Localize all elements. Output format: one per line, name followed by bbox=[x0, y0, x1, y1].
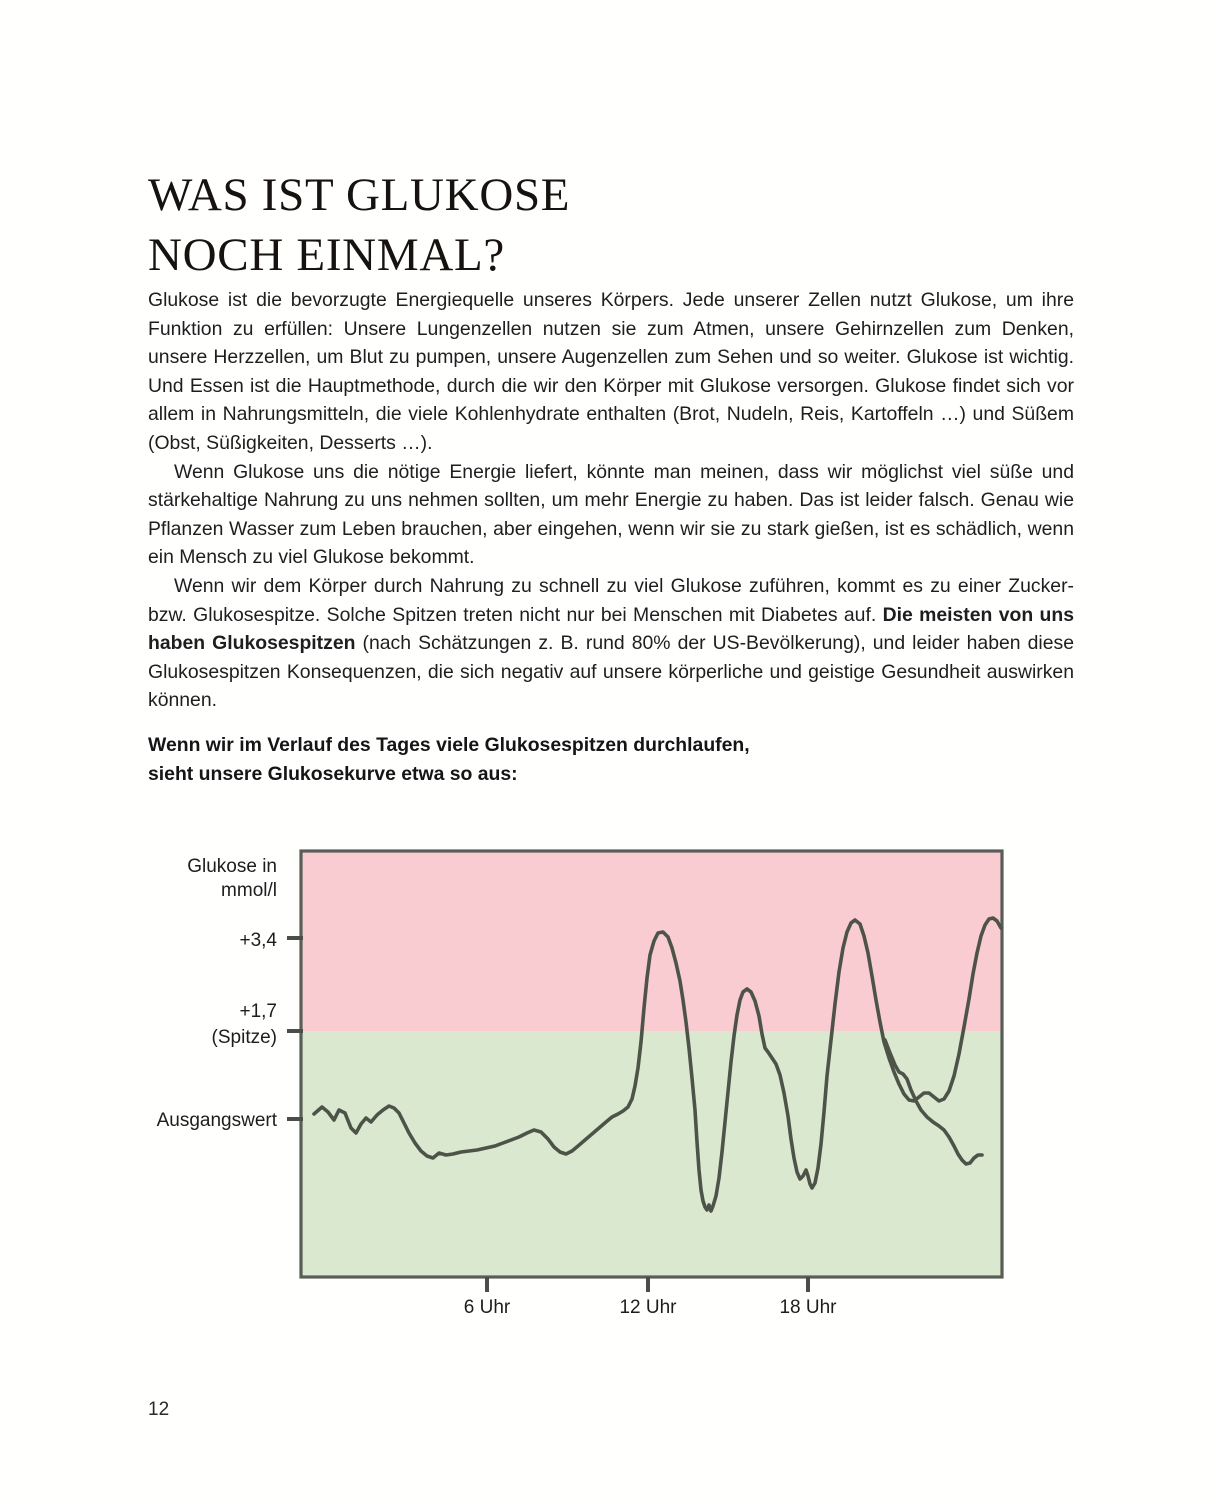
y-tick-label-mid-value: +1,7 bbox=[239, 1001, 277, 1022]
page-title bbox=[148, 166, 1048, 285]
page-title-line-1: WAS IST GLUKOSE bbox=[148, 169, 571, 222]
y-tick-label-mid-note: (Spitze) bbox=[211, 1027, 277, 1048]
chart-lead-in-line-1: Wenn wir im Verlauf des Tages viele Glukosespitzen durchlaufen, bbox=[148, 734, 750, 756]
plot-frame bbox=[301, 851, 1002, 1277]
paragraph-3 bbox=[148, 572, 1074, 715]
paragraph-2: Wenn Glukose uns die nötige Energie liefert, könnte man meinen, dass wir möglichst viel süße und stärkehaltige Nahrung zu uns nehmen sollten, um mehr Energie zu haben. Das ist leider falsch. Genau wie Pflanzen Wasser zum Leben brauchen, aber eingehen, wenn wir sie zu stark gießen, ist es schädlich, wenn ein Mensch zu viel Glukose bekommt. bbox=[148, 460, 1074, 569]
x-tick-label-3: 18 Uhr bbox=[779, 1297, 837, 1318]
chart-lead-in-line-2: sieht unsere Glukosekurve etwa so aus: bbox=[148, 762, 518, 785]
x-tick-label-1: 6 Uhr bbox=[463, 1297, 511, 1318]
band-spike-zone bbox=[301, 851, 1002, 1031]
y-tick-label-baseline: Ausgangswert bbox=[156, 1110, 277, 1131]
body-text-column bbox=[148, 286, 1074, 715]
band-normal-zone bbox=[301, 1031, 1002, 1277]
y-axis-title-line-1: Glukose in bbox=[187, 856, 277, 877]
paragraph-3-part-1: Wenn wir dem Körper durch Nahrung zu schnell zu viel Glukose zuführen, kommt es zu einer Zucker- bzw. Glukosespitze. Solche Spitzen treten nicht nur bei Menschen mit Diabetes auf. bbox=[148, 574, 1074, 626]
y-tick-label-upper: +3,4 bbox=[239, 930, 277, 951]
glucose-curve-tail bbox=[885, 1040, 982, 1164]
page-title-line-2: NOCH EINMAL? bbox=[148, 229, 505, 282]
chart-lead-in bbox=[148, 731, 928, 788]
paragraph-3-emphasis: Die meisten von uns haben Glukosespitzen bbox=[148, 603, 1074, 655]
paragraph-3-part-2: (nach Schätzungen z. B. rund 80% der US-Bevölkerung), und leider haben diese Glukosespitzen Konsequenzen, die sich negativ auf unsere körperliche und geistige Gesundheit auswirken können. bbox=[148, 632, 1074, 712]
glucose-curve-line bbox=[314, 918, 1001, 1211]
page-number: 12 bbox=[148, 1399, 170, 1420]
x-tick-label-2: 12 Uhr bbox=[619, 1297, 677, 1318]
y-axis-title-line-2: mmol/l bbox=[221, 880, 277, 901]
paragraph-1: Glukose ist die bevorzugte Energiequelle unseres Körpers. Jede unserer Zellen nutzt Glukose, um ihre Funktion zu erfüllen: Unsere Lungenzellen nutzen sie zum Atmen, unsere Gehirnzellen zum Denken, unsere Herzzellen, um Blut zu pumpen, unsere Augenzellen zum Sehen und so weiter. Glukose ist wichtig. Und Essen ist die Hauptmethode, durch die wir den Körper mit Glukose versorgen. Glukose findet sich vor allem in Nahrungsmitteln, die viele Kohlenhydrate enthalten (Brot, Nudeln, Reis, Kartoffeln …) und Süßem (Obst, Süßigkeiten, Desserts …). bbox=[148, 289, 1074, 454]
